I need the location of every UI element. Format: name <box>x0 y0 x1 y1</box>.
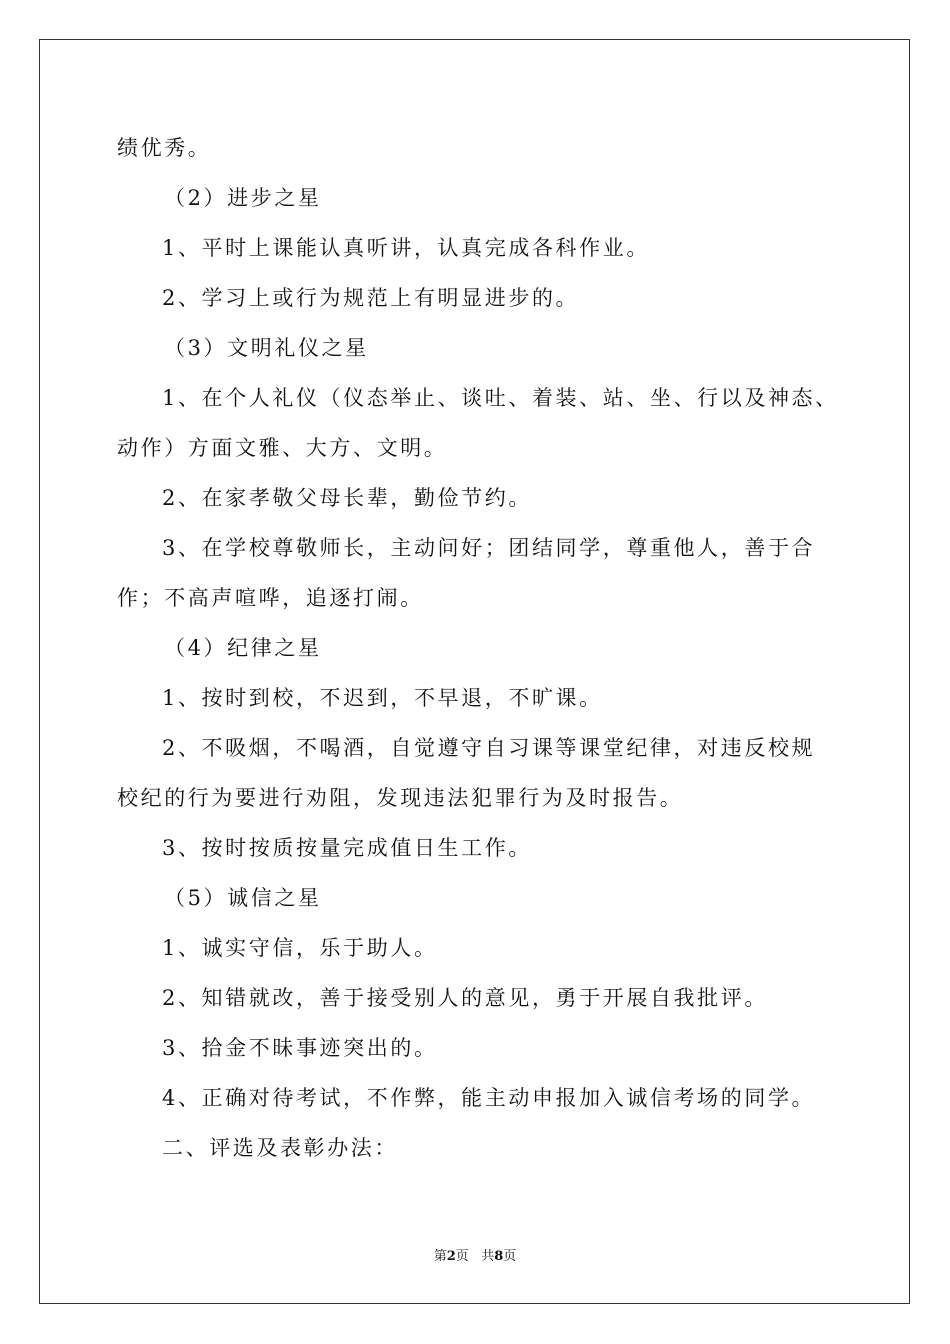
text-line: 3、在学校尊敬师长，主动问好；团结同学，尊重他人，善于合 <box>162 536 816 560</box>
section-heading-etiquette-star: （3）文明礼仪之星 <box>164 336 369 360</box>
text-line: 绩优秀。 <box>117 136 212 160</box>
total-suffix: 页 <box>503 1249 517 1264</box>
text-line: 作；不高声喧哗，追逐打闹。 <box>117 586 424 610</box>
page-number: 2 <box>446 1249 456 1264</box>
text-line: 4、正确对待考试，不作弊，能主动申报加入诚信考场的同学。 <box>162 1086 816 1110</box>
text-line: 2、学习上或行为规范上有明显进步的。 <box>162 286 580 310</box>
text-line: 1、按时到校，不迟到，不早退，不旷课。 <box>162 686 603 710</box>
total-pages: 8 <box>494 1249 504 1264</box>
text-line: 校纪的行为要进行劝阻，发现违法犯罪行为及时报告。 <box>117 786 684 810</box>
text-line: 2、在家孝敬父母长辈，勤俭节约。 <box>162 486 532 510</box>
total-prefix: 共 <box>481 1249 495 1264</box>
text-line: 2、不吸烟，不喝酒，自觉遵守自习课等课堂纪律，对违反校规 <box>162 736 816 760</box>
text-line: 2、知错就改，善于接受别人的意见，勇于开展自我批评。 <box>162 986 768 1010</box>
text-line: 1、诚实守信，乐于助人。 <box>162 936 438 960</box>
text-line: 1、在个人礼仪（仪态举止、谈吐、着装、站、坐、行以及神态、 <box>162 386 839 410</box>
page-footer <box>0 1245 950 1264</box>
text-line: 动作）方面文雅、大方、文明。 <box>117 436 448 460</box>
text-line: 3、拾金不昧事迹突出的。 <box>162 1036 438 1060</box>
section-heading-discipline-star: （4）纪律之星 <box>164 636 322 660</box>
page-suffix: 页 <box>455 1249 469 1264</box>
section-heading-integrity-star: （5）诚信之星 <box>164 886 322 910</box>
text-line: 1、平时上课能认真听讲，认真完成各科作业。 <box>162 236 650 260</box>
text-line: 3、按时按质按量完成值日生工作。 <box>162 836 532 860</box>
section-heading-progress-star: （2）进步之星 <box>164 186 322 210</box>
page-prefix: 第 <box>433 1249 447 1264</box>
section-heading-selection-method: 二、评选及表彰办法： <box>162 1136 398 1160</box>
